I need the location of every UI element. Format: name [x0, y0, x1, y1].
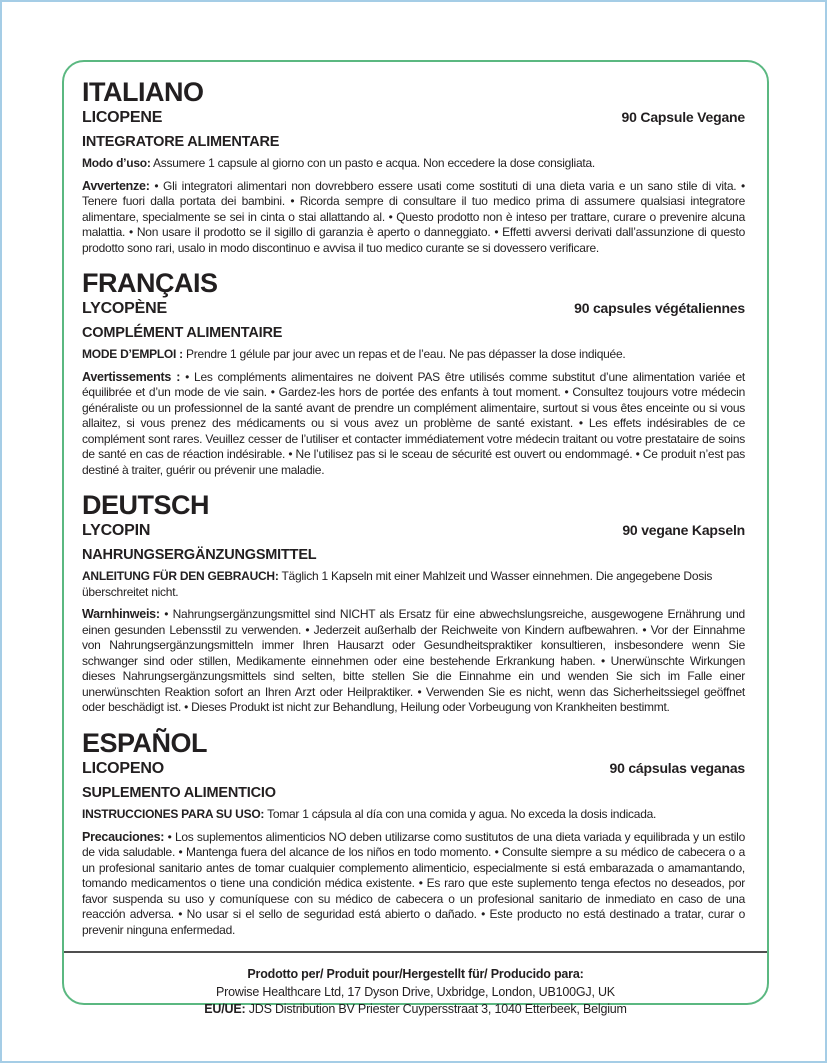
warning-label: Precauciones:	[82, 829, 165, 844]
usage-line	[82, 807, 745, 823]
warning-paragraph	[82, 179, 745, 257]
warning-text: • Les compléments alimentaires ne doivent PAS être utilisés comme substitut d’une alimentation variée et équilibrée et d’un mode de vie sain. • Gardez-les hors de portée des enfants à tout moment. • Consultez toujours votre médecin généraliste ou un professionnel de la santé avant de prendre un complément alimentaire, surtout si vous êtes enceinte ou si vous allaitez, si vous prenez des médicaments ou si vous avez un problème de santé existant. • Les effets indésirables de ce complément sont rares. Veuillez cesser de l’utiliser et contacter immédiatement votre médecin traitant ou votre prestataire de soins de santé en cas de réaction indésirable. • Ne l’utilisez pas si le sceau de sécurité est ouvert ou endommagé. • Ce produit n’est pas destiné à traiter, guérir ou prévenir une maladie.	[82, 369, 745, 477]
section-espanol	[82, 729, 745, 938]
category-line: NAHRUNGSERGÄNZUNGSMITTEL	[82, 547, 317, 564]
category-line: COMPLÉMENT ALIMENTAIRE	[82, 325, 283, 342]
warning-paragraph	[82, 830, 745, 939]
language-heading: ESPAÑOL	[82, 727, 208, 758]
usage-label: Modo d’uso:	[82, 156, 151, 171]
usage-line	[82, 347, 745, 363]
section-francais	[82, 269, 745, 478]
section-italiano	[82, 78, 745, 256]
capsule-count: 90 capsules végétaliennes	[574, 300, 745, 317]
supplement-label	[62, 60, 769, 1017]
eu-distributor-address: JDS Distribution BV Priester Cuypersstraat 3, 1040 Etterbeek, Belgium	[245, 1002, 627, 1017]
made-for-label: Prodotto per/ Produit pour/Hergestellt für/ Producido para:	[247, 967, 584, 982]
product-name: LICOPENO	[82, 760, 164, 778]
eu-distributor-line	[84, 1001, 747, 1019]
product-name: LYCOPÈNE	[82, 300, 167, 318]
product-name: LICOPENE	[82, 109, 163, 127]
eu-label: EU/UE:	[204, 1002, 246, 1017]
capsule-count: 90 Capsule Vegane	[621, 109, 745, 126]
usage-label: ANLEITUNG FÜR DEN GEBRAUCH:	[82, 569, 279, 584]
warning-text: • Los suplementos alimenticios NO deben utilizarse como sustitutos de una dieta variada y equilibrada y un estilo de vida saludable. • Mantenga fuera del alcance de los niños en todo momento. • Consulte siempre a su médico de cabecera o a un profesional sanitario antes de tomar cualquier complemento alimenticio, especialmente si está embarazada o amamantando, tomando medicamentos o tiene una condición médica existente. • Es raro que este suplemento tenga efectos no deseados, por favor suspenda su uso y comuníquese con su médico de cabecera o un profesional sanitario de inmediato en caso de una reacción adversa. • No usar si el sello de seguridad está abierto o dañado. • Este producto no está destinado a tratar, curar o prevenir ninguna enfermedad.	[82, 829, 745, 937]
language-heading: DEUTSCH	[82, 490, 210, 521]
language-heading: ITALIANO	[82, 77, 204, 107]
product-row	[82, 760, 745, 778]
warning-paragraph	[82, 607, 745, 716]
product-row	[82, 300, 745, 318]
usage-label: INSTRUCCIONES PARA SU USO:	[82, 807, 265, 822]
usage-text: Assumere 1 capsule al giorno con un pasto e acqua. Non eccedere la dose consigliata.	[153, 156, 595, 171]
language-heading: FRANÇAIS	[82, 268, 218, 299]
product-row	[82, 522, 745, 540]
capsule-count: 90 vegane Kapseln	[622, 522, 745, 539]
usage-text: Prendre 1 gélule par jour avec un repas et de l’eau. Ne pas dépasser la dose indiquée.	[186, 347, 626, 362]
capsule-count: 90 cápsulas veganas	[609, 760, 745, 777]
usage-label: MODE D’EMPLOI :	[82, 347, 183, 362]
usage-line	[82, 569, 745, 600]
warning-label: Avvertenze:	[82, 178, 150, 193]
warning-paragraph	[82, 370, 745, 479]
product-row	[82, 109, 745, 127]
warning-label: Warnhinweis:	[82, 607, 160, 622]
manufacturer-footer	[64, 951, 767, 1019]
label-content	[64, 62, 767, 951]
section-deutsch	[82, 491, 745, 716]
usage-line	[82, 156, 745, 172]
warning-text: • Gli integratori alimentari non dovrebbero essere usati come sostituti di una dieta varia e un sano stile di vita. • Tenere fuori dalla portata dei bambini. • Ricorda sempre di consultare il tuo medico prima di assumere qualsiasi integratore alimentare, specialmente se sei in cinta o stai allattando al. • Questo prodotto non è inteso per trattare, curare o prevenire alcuna malattia. • Non usare il prodotto se il sigillo di garanzia è aperto o danneggiato. • Effetti avversi derivati dall’assunzione di questo prodotto sono rari, usalo in modo discontinuo e avvisa il tuo medico curante se si dovessero verificare.	[82, 178, 745, 255]
usage-text: Täglich 1 Kapseln mit einer Mahlzeit und Wasser einnehmen. Die angegebene Dosis überschreitet nicht.	[82, 569, 713, 599]
manufacturer-address: Prowise Healthcare Ltd, 17 Dyson Drive, Uxbridge, London, UB100GJ, UK	[216, 984, 615, 999]
category-line: SUPLEMENTO ALIMENTICIO	[82, 785, 276, 802]
usage-text: Tomar 1 cápsula al día con una comida y agua. No exceda la dosis indicada.	[267, 807, 657, 822]
category-line: INTEGRATORE ALIMENTARE	[82, 134, 280, 151]
warning-label: Avertissements :	[82, 369, 181, 384]
warning-text: • Nahrungsergänzungsmittel sind NICHT als Ersatz für eine abwechslungsreiche, ausgewogene Ernährung und einen gesunden Lebensstil zu verwenden. • Jederzeit außerhalb der Reichweite von Kindern aufbewahren. • Vor der Einnahme von Nahrungsergänzungsmitteln immer Ihren Hausarzt oder Gesundheitspraktiker konsultieren, insbesondere wenn Sie schwanger sind oder stillen, Medikamente einnehmen oder eine bestehende Erkrankung haben. • Unerwünschte Wirkungen dieses Nahrungsergänzungsmittels sind selten, bitte stellen Sie die Einnahme ein und wenden Sie sich im Falle einer unerwünschten Reaktion sofort an Ihren Arzt oder Heilpraktiker. • Verwenden Sie es nicht, wenn das Sicherheitssiegel geöffnet oder beschädigt ist. • Dieses Produkt ist nicht zur Behandlung, Heilung oder Vorbeugung von Krankheiten bestimmt.	[82, 607, 745, 715]
product-name: LYCOPIN	[82, 522, 151, 540]
